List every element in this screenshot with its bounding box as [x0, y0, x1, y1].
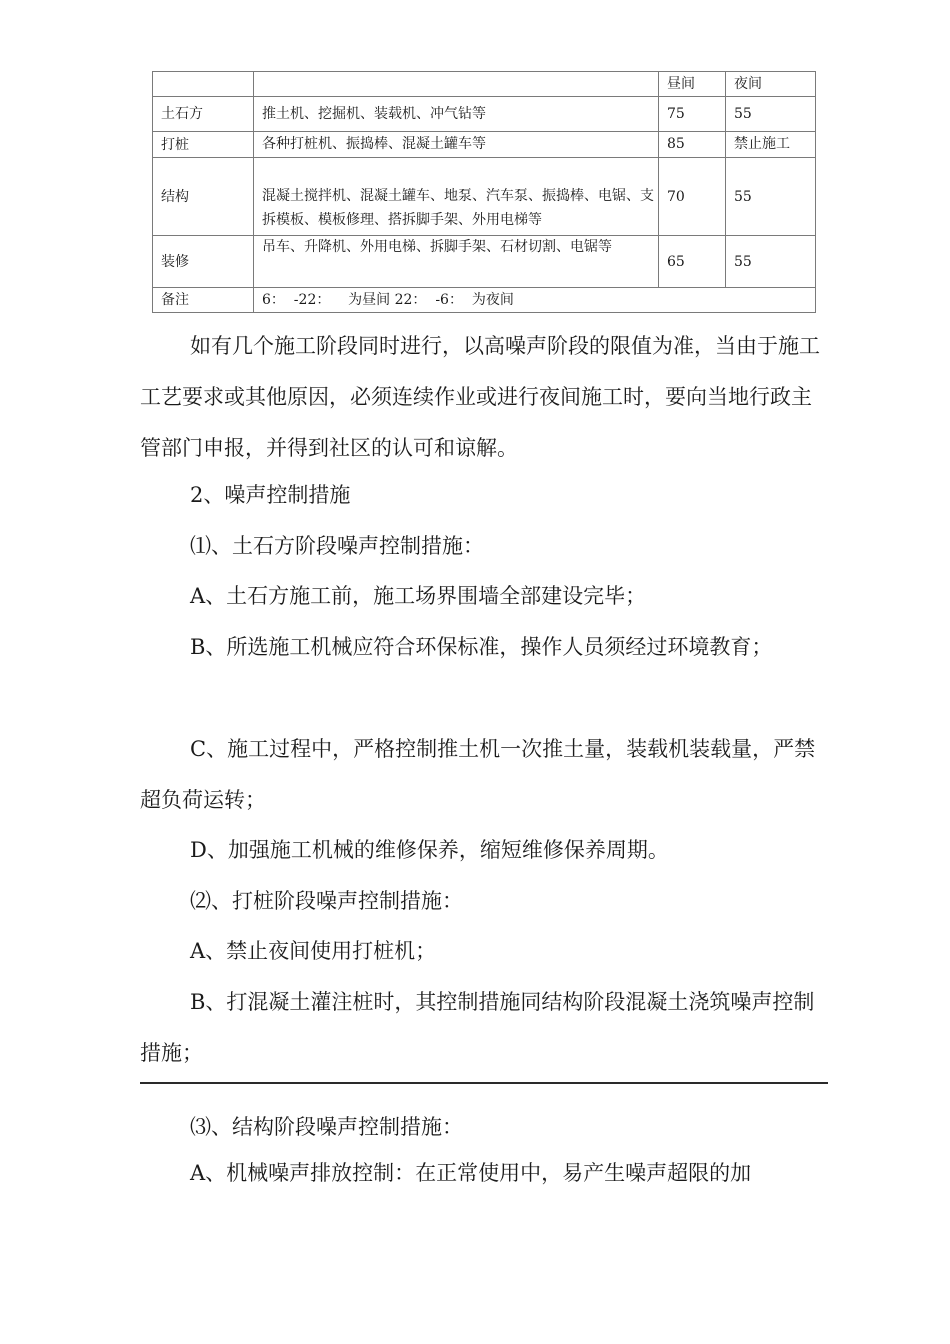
structure-item-a: A、机械噪声排放控制：在正常使用中，易产生噪声超限的加 [190, 1161, 752, 1185]
earthwork-item-c: C、施工过程中，严格控制推土机一次推土量，装载机装载量，严禁超负荷运转； [140, 737, 816, 812]
earthwork-item-a: A、土石方施工前，施工场界围墙全部建设完毕； [190, 584, 647, 608]
day-limit-cell: 70 [659, 158, 726, 236]
subheading-earthwork: ⑴、土石方阶段噪声控制措施： [190, 534, 484, 558]
stage-cell: 结构 [153, 158, 254, 236]
section-heading-noise-measures: 2、噪声控制措施 [190, 483, 351, 507]
paragraph-night-work-note: 如有几个施工阶段同时进行，以高噪声阶段的限值为准，当由于施工工艺要求或其他原因，必须连续作业或进行夜间施工时，要向当地行政主管部门申报，并得到社区的认可和谅解。 [140, 334, 820, 460]
table-row [153, 97, 816, 132]
machines-cell: 混凝土搅拌机、混凝土罐车、地泵、汽车泵、振捣棒、电锯、支拆模板、模板修理、搭拆脚手架、外用电梯等 [254, 158, 659, 236]
stage-cell: 装修 [153, 236, 254, 288]
table-note-row [153, 288, 816, 313]
table-row [153, 236, 816, 288]
machines-cell: 推土机、挖掘机、装载机、冲气钻等 [254, 97, 659, 132]
page-divider [140, 1082, 828, 1084]
piling-item-a: A、禁止夜间使用打桩机； [190, 939, 437, 963]
noise-limit-table [152, 71, 816, 313]
machines-cell: 吊车、升降机、外用电梯、拆脚手架、石材切割、电锯等 [254, 236, 659, 288]
night-limit-cell: 55 [726, 236, 816, 288]
earthwork-item-d: D、加强施工机械的维修保养，缩短维修保养周期。 [190, 838, 669, 862]
earthwork-item-b: B、所选施工机械应符合环保标准，操作人员须经过环境教育； [190, 635, 773, 659]
header-stage-cell [153, 72, 254, 97]
piling-item-b: B、打混凝土灌注桩时，其控制措施同结构阶段混凝土浇筑噪声控制措施； [140, 990, 815, 1065]
night-limit-cell: 55 [726, 97, 816, 132]
machines-cell: 各种打桩机、振捣棒、混凝土罐车等 [254, 132, 659, 158]
table-header-row [153, 72, 816, 97]
table-row [153, 158, 816, 236]
night-limit-cell: 禁止施工 [726, 132, 816, 158]
header-machines-cell [254, 72, 659, 97]
note-label-cell: 备注 [153, 288, 254, 313]
table-row [153, 132, 816, 158]
day-limit-cell: 75 [659, 97, 726, 132]
subheading-piling: ⑵、打桩阶段噪声控制措施： [190, 889, 463, 913]
subheading-structure: ⑶、结构阶段噪声控制措施： [190, 1115, 463, 1139]
header-day-cell: 昼间 [659, 72, 726, 97]
stage-cell: 土石方 [153, 97, 254, 132]
note-text-cell: 6： -22： 为昼间 22： -6： 为夜间 [254, 288, 816, 313]
day-limit-cell: 65 [659, 236, 726, 288]
header-night-cell: 夜间 [726, 72, 816, 97]
stage-cell: 打桩 [153, 132, 254, 158]
day-limit-cell: 85 [659, 132, 726, 158]
night-limit-cell: 55 [726, 158, 816, 236]
